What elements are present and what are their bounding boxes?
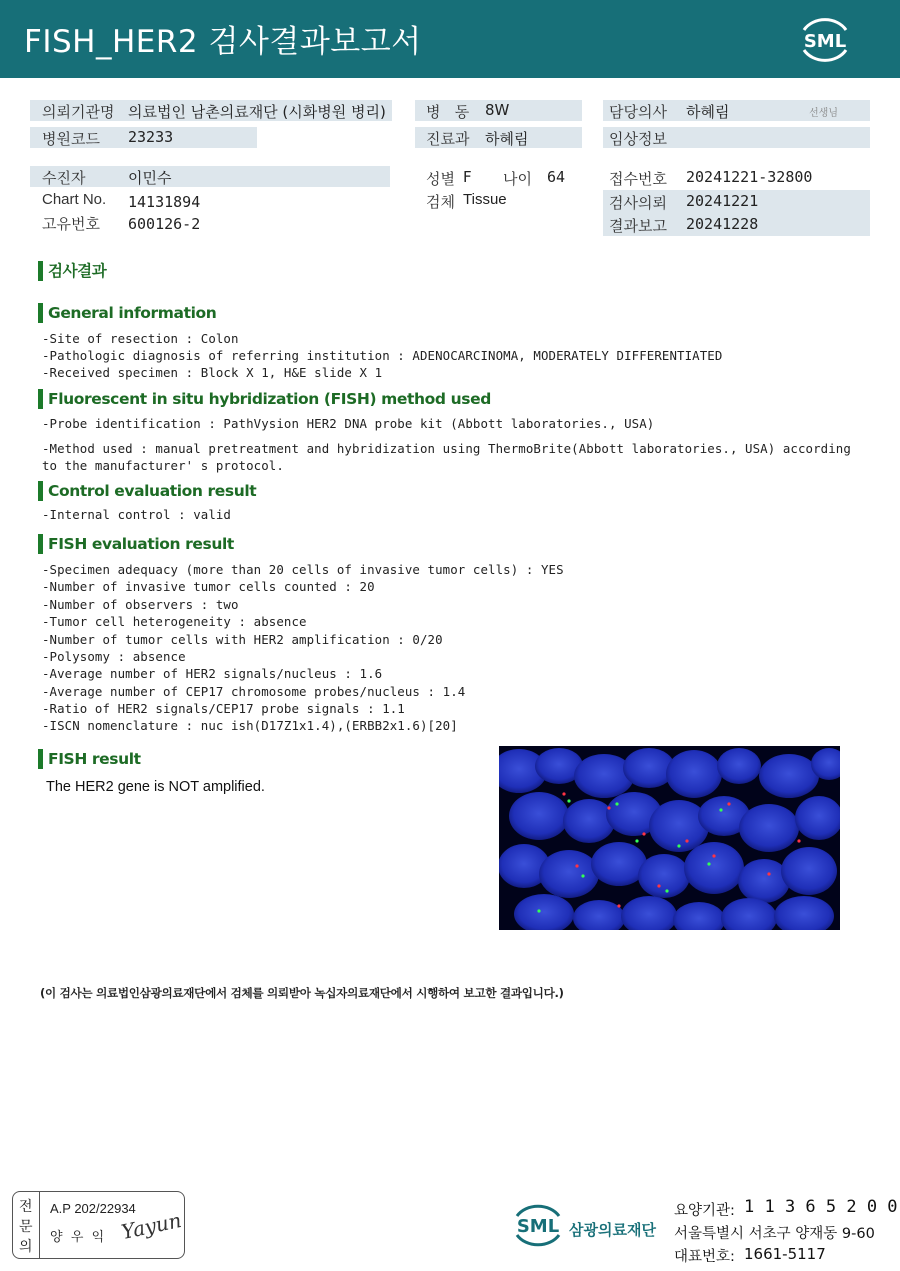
org-address: 서울특별시 서초구 양재동 9-60: [674, 1226, 875, 1242]
age-label: 나이: [503, 170, 532, 188]
eval-title: FISH evaluation result: [38, 534, 234, 554]
general-line: -Received specimen : Block X 1, H&E slide X 1: [42, 365, 383, 380]
eval-line: -Number of observers : two: [42, 597, 239, 612]
report-value: 20241228: [686, 215, 759, 233]
receipt-value: 20241221-32800: [686, 168, 813, 186]
eval-line: -ISCN nomenclature : nuc ish(D17Z1x1.4),(ERBB2x1.6)[20]: [42, 718, 458, 733]
handwritten-signature: Yayun: [119, 1207, 184, 1245]
org-code: 1 1 3 6 5 2 0 0: [744, 1197, 898, 1217]
org-phone-label: 대표번호:: [674, 1249, 735, 1265]
report-title: FISH_HER2 검사결과보고서: [24, 24, 422, 60]
request-value: 20241221: [686, 192, 759, 210]
org-logo: [509, 1199, 656, 1255]
eval-line: -Average number of HER2 signals/nucleus : 1.6: [42, 666, 383, 681]
general-line: -Site of resection : Colon: [42, 331, 239, 346]
hospcode-label: 병원코드: [42, 130, 100, 148]
sex-value: F: [463, 168, 472, 186]
fish-microscopy-image: [499, 746, 840, 930]
eval-line: -Tumor cell heterogeneity : absence: [42, 614, 307, 629]
fish-result-text: The HER2 gene is NOT amplified.: [46, 779, 265, 795]
org-phone: 1661-5117: [744, 1245, 826, 1263]
ward-label: 병 동: [426, 103, 470, 121]
eval-line: -Specimen adequacy (more than 20 cells of invasive tumor cells) : YES: [42, 562, 564, 577]
general-line: -Pathologic diagnosis of referring institution : ADENOCARCINOMA, MODERATELY DIFFERENTIATED: [42, 348, 723, 363]
pathologist-name: 양 우 익: [50, 1230, 105, 1245]
specimen-label: 검체: [426, 193, 455, 211]
specialist-char: 문: [19, 1219, 33, 1235]
unique-label: 고유번호: [42, 215, 100, 233]
sml-logo-bottom-icon: [509, 1199, 567, 1251]
unique-value: 600126-2: [128, 215, 201, 233]
eval-line: -Number of invasive tumor cells counted : 20: [42, 579, 375, 594]
fish-microscopy-graphic: [499, 746, 840, 930]
chart-label: Chart No.: [42, 191, 107, 208]
dept-value: 하혜림: [485, 130, 529, 148]
sml-logo-text: SML: [803, 31, 847, 52]
doctor-value: 하혜림: [686, 103, 730, 121]
sml-logo-bottom-text: SML: [516, 1216, 560, 1237]
eval-line: -Polysomy : absence: [42, 649, 186, 664]
patient-label: 수진자: [42, 169, 86, 187]
sml-logo-icon: [796, 12, 854, 66]
method-title: Fluorescent in situ hybridization (FISH) method used: [38, 389, 491, 409]
method-line: -Method used : manual pretreatment and hybridization using ThermoBrite(Abbott laboratories., USA) according: [42, 441, 851, 456]
license-number: A.P 202/22934: [50, 1201, 136, 1216]
doctor-label: 담당의사: [609, 103, 667, 121]
clinical-label: 임상정보: [609, 130, 667, 148]
control-title: Control evaluation result: [38, 481, 256, 501]
report-footnote: (이 검사는 의료법인삼광의료재단에서 검체를 의뢰받아 녹십자의료재단에서 시행하여 보고한 결과입니다.): [40, 986, 564, 1000]
ward-value: 8W: [485, 101, 510, 119]
receipt-label: 접수번호: [609, 170, 667, 188]
report-header: [0, 0, 900, 78]
eval-line: -Number of tumor cells with HER2 amplification : 0/20: [42, 632, 443, 647]
method-line: to the manufacturer' s protocol.: [42, 458, 284, 473]
chart-value: 14131894: [128, 193, 201, 211]
eval-line: -Ratio of HER2 signals/CEP17 probe signals : 1.1: [42, 701, 405, 716]
eval-line: -Average number of CEP17 chromosome probes/nucleus : 1.4: [42, 684, 466, 699]
report-label: 결과보고: [609, 217, 667, 235]
specimen-value: Tissue: [463, 191, 507, 208]
patient-value: 이민수: [128, 169, 172, 187]
fish-result-title: FISH result: [38, 749, 141, 769]
age-value: 64: [547, 168, 566, 186]
specialist-char: 의: [19, 1239, 33, 1255]
specialist-label-column: [13, 1192, 40, 1258]
hospcode-value: 23233: [128, 128, 174, 146]
sex-label: 성별: [426, 170, 455, 188]
institution-value: 의료법인 남촌의료재단 (시화병원 병리): [128, 103, 386, 121]
doctor-suffix: 선생님: [809, 108, 838, 119]
results-heading: 검사결과: [38, 261, 106, 281]
org-code-label: 요양기관:: [674, 1203, 735, 1219]
request-label: 검사의뢰: [609, 194, 667, 212]
specialist-char: 전: [19, 1199, 33, 1215]
dept-label: 진료과: [426, 130, 470, 148]
pathologist-signature-box: [12, 1191, 185, 1259]
institution-label: 의뢰기관명: [42, 103, 115, 121]
control-line: -Internal control : valid: [42, 507, 231, 522]
method-line: -Probe identification : PathVysion HER2 DNA probe kit (Abbott laboratories., USA): [42, 416, 655, 431]
general-title: General information: [38, 303, 216, 323]
org-name: 삼광의료재단: [569, 1221, 656, 1239]
